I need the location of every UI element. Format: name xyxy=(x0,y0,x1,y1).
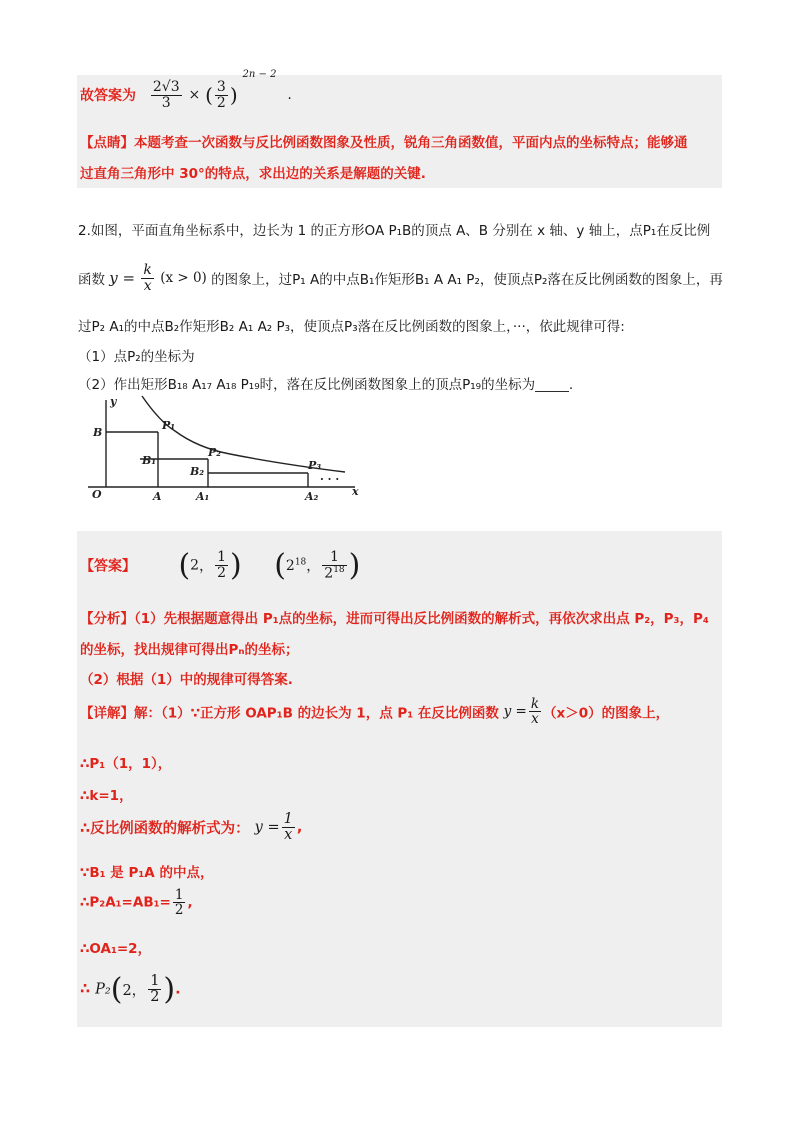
label-p3: P₃ xyxy=(308,459,322,472)
comment-tag: 【点睛】 xyxy=(80,135,134,151)
label-a2: A₂ xyxy=(305,490,319,503)
detail-tag: 【详解】 xyxy=(80,705,134,722)
answer-1: (2， $\frac{1}{2}$ ) xyxy=(178,548,242,583)
detail-text-1a: 解：（1）∵正方形 OAP₁B 的边长为 1，点 P₁ 在反比例函数 xyxy=(134,705,499,722)
answer-1-y: $\frac{1}{2}$ xyxy=(217,549,227,581)
question-line-2-suffix: 的图象上，过P₁ A的中点B₁作矩形B₁ A A₁ P₂，使顶点P₂落在反比例函数的图象上，再 xyxy=(211,272,723,289)
analysis-line-1 xyxy=(80,607,709,627)
step-4: ∵B₁ 是 P₁A 的中点， xyxy=(80,865,214,881)
label-o: O xyxy=(92,488,102,501)
answer-2: ($2^{18}$， $\frac{1}{2^{18}}$ ) xyxy=(274,548,361,583)
comment-text-1: 本题考查一次函数与反比例函数图象及性质，锐角三角函数值，平面内点的坐标特点；能够通 xyxy=(134,135,688,151)
step-3-text: ∴反比例函数的解析式为： xyxy=(80,821,250,838)
label-b: B xyxy=(93,426,103,439)
label-y: y xyxy=(110,395,117,408)
answer-coefficient: $\frac{2√3}{3}$ xyxy=(152,79,180,111)
step-7-frac: $\frac{1}{2}$ xyxy=(150,972,160,1005)
times-sign: × xyxy=(188,87,201,104)
answer-2-y: $\frac{1}{2^{18}}$ xyxy=(324,548,345,582)
label-b1: B₁ xyxy=(142,454,157,467)
label-x: x xyxy=(352,485,359,498)
answer-tag: 【答案】 xyxy=(80,558,136,575)
answer-prefix: 故答案为 xyxy=(80,88,136,105)
detail-line-1 xyxy=(80,697,669,726)
question-line-1: 2.如图，平面直角坐标系中，边长为 1 的正方形OA P₁B的顶点 A、B 分别在 x 轴、y 轴上，点P₁在反比例 xyxy=(78,223,711,239)
func-domain: (x > 0) xyxy=(160,270,207,287)
solution-panel xyxy=(77,531,722,1027)
paren-close: ) xyxy=(229,83,238,108)
comment-line-2: 过直角三角形中 30°的特点，求出边的关系是解题的关键. xyxy=(80,166,426,182)
question-line-2 xyxy=(78,263,723,293)
step-7-point: P₂ xyxy=(95,981,111,998)
answer-base: $\frac{3}{2}$ xyxy=(216,79,226,111)
step-7-therefore: ∴ xyxy=(80,981,91,998)
step-3-end: , xyxy=(296,819,303,836)
step-5-frac: $\frac{1}{2}$ xyxy=(174,887,184,919)
question-line-3: 过P₂ A₁的中点B₂作矩形B₂ A₁ A₂ P₃，使顶点P₃落在反比例函数的图象上，···，依此规律可得: xyxy=(78,319,625,335)
answer-2-x: $2^{18}$ xyxy=(285,557,307,574)
detail-func-frac: $\frac{k}{x}$ xyxy=(530,696,540,728)
step-3 xyxy=(80,812,302,843)
analysis-tag: 【分析】 xyxy=(80,611,134,627)
detail-text-1b: （x＞0）的图象上， xyxy=(543,705,670,722)
answer-exponent: 2n − 2 xyxy=(242,69,277,81)
detail-func-y: y = xyxy=(503,703,527,720)
step-5 xyxy=(80,888,193,917)
analysis-line-2: 的坐标，找出规律可得出Pₙ的坐标； xyxy=(80,642,299,658)
label-dots: · · · xyxy=(320,473,340,486)
answer-row xyxy=(80,548,360,583)
hyperbola-figure xyxy=(80,394,370,514)
answer-1-x: 2 xyxy=(190,557,200,574)
func-y: y = xyxy=(109,269,136,288)
step-2: ∴k=1， xyxy=(80,788,133,804)
comment-line-1 xyxy=(80,131,688,151)
question-line-2-prefix: 函数 xyxy=(78,272,105,289)
step-3-frac: $\frac{1}{x}$ xyxy=(283,811,293,844)
step-6: ∴OA₁=2， xyxy=(80,941,152,957)
step-5-text: ∴P₂A₁=AB₁= xyxy=(80,894,171,911)
step-5-end: , xyxy=(187,894,193,911)
question-part-1: （1）点P₂的坐标为 xyxy=(78,349,195,365)
label-p1: P₁ xyxy=(162,419,176,432)
step-1: ∴P₁（1，1）， xyxy=(80,756,172,772)
func-fraction: $\frac{k}{x}$ xyxy=(143,262,152,294)
step-7-x: 2， xyxy=(122,983,147,999)
paren-open: ( xyxy=(205,83,213,108)
question-part-2: （2）作出矩形B₁₈ A₁₇ A₁₈ P₁₉时，落在反比例函数图象上的顶点P₁₉的坐标为_____. xyxy=(78,377,574,393)
step-7: ∴ P₂(2， $\frac{1}{2}$ ). xyxy=(80,972,181,1007)
label-p2: P₂ xyxy=(208,446,222,459)
analysis-line-3: （2）根据（1）中的规律可得答案. xyxy=(80,672,293,688)
label-a1: A₁ xyxy=(196,490,210,503)
analysis-text-1: （1）先根据题意得出 P₁点的坐标，进而可得出反比例函数的解析式，再依次求出点 P₂，P₃，P₄ xyxy=(134,611,709,627)
step-3-y: y = xyxy=(254,819,280,836)
answer-end: . xyxy=(287,87,292,104)
label-b2: B₂ xyxy=(190,465,205,478)
label-a: A xyxy=(153,490,162,503)
answer-line xyxy=(80,69,292,111)
step-7-end: . xyxy=(175,981,181,998)
